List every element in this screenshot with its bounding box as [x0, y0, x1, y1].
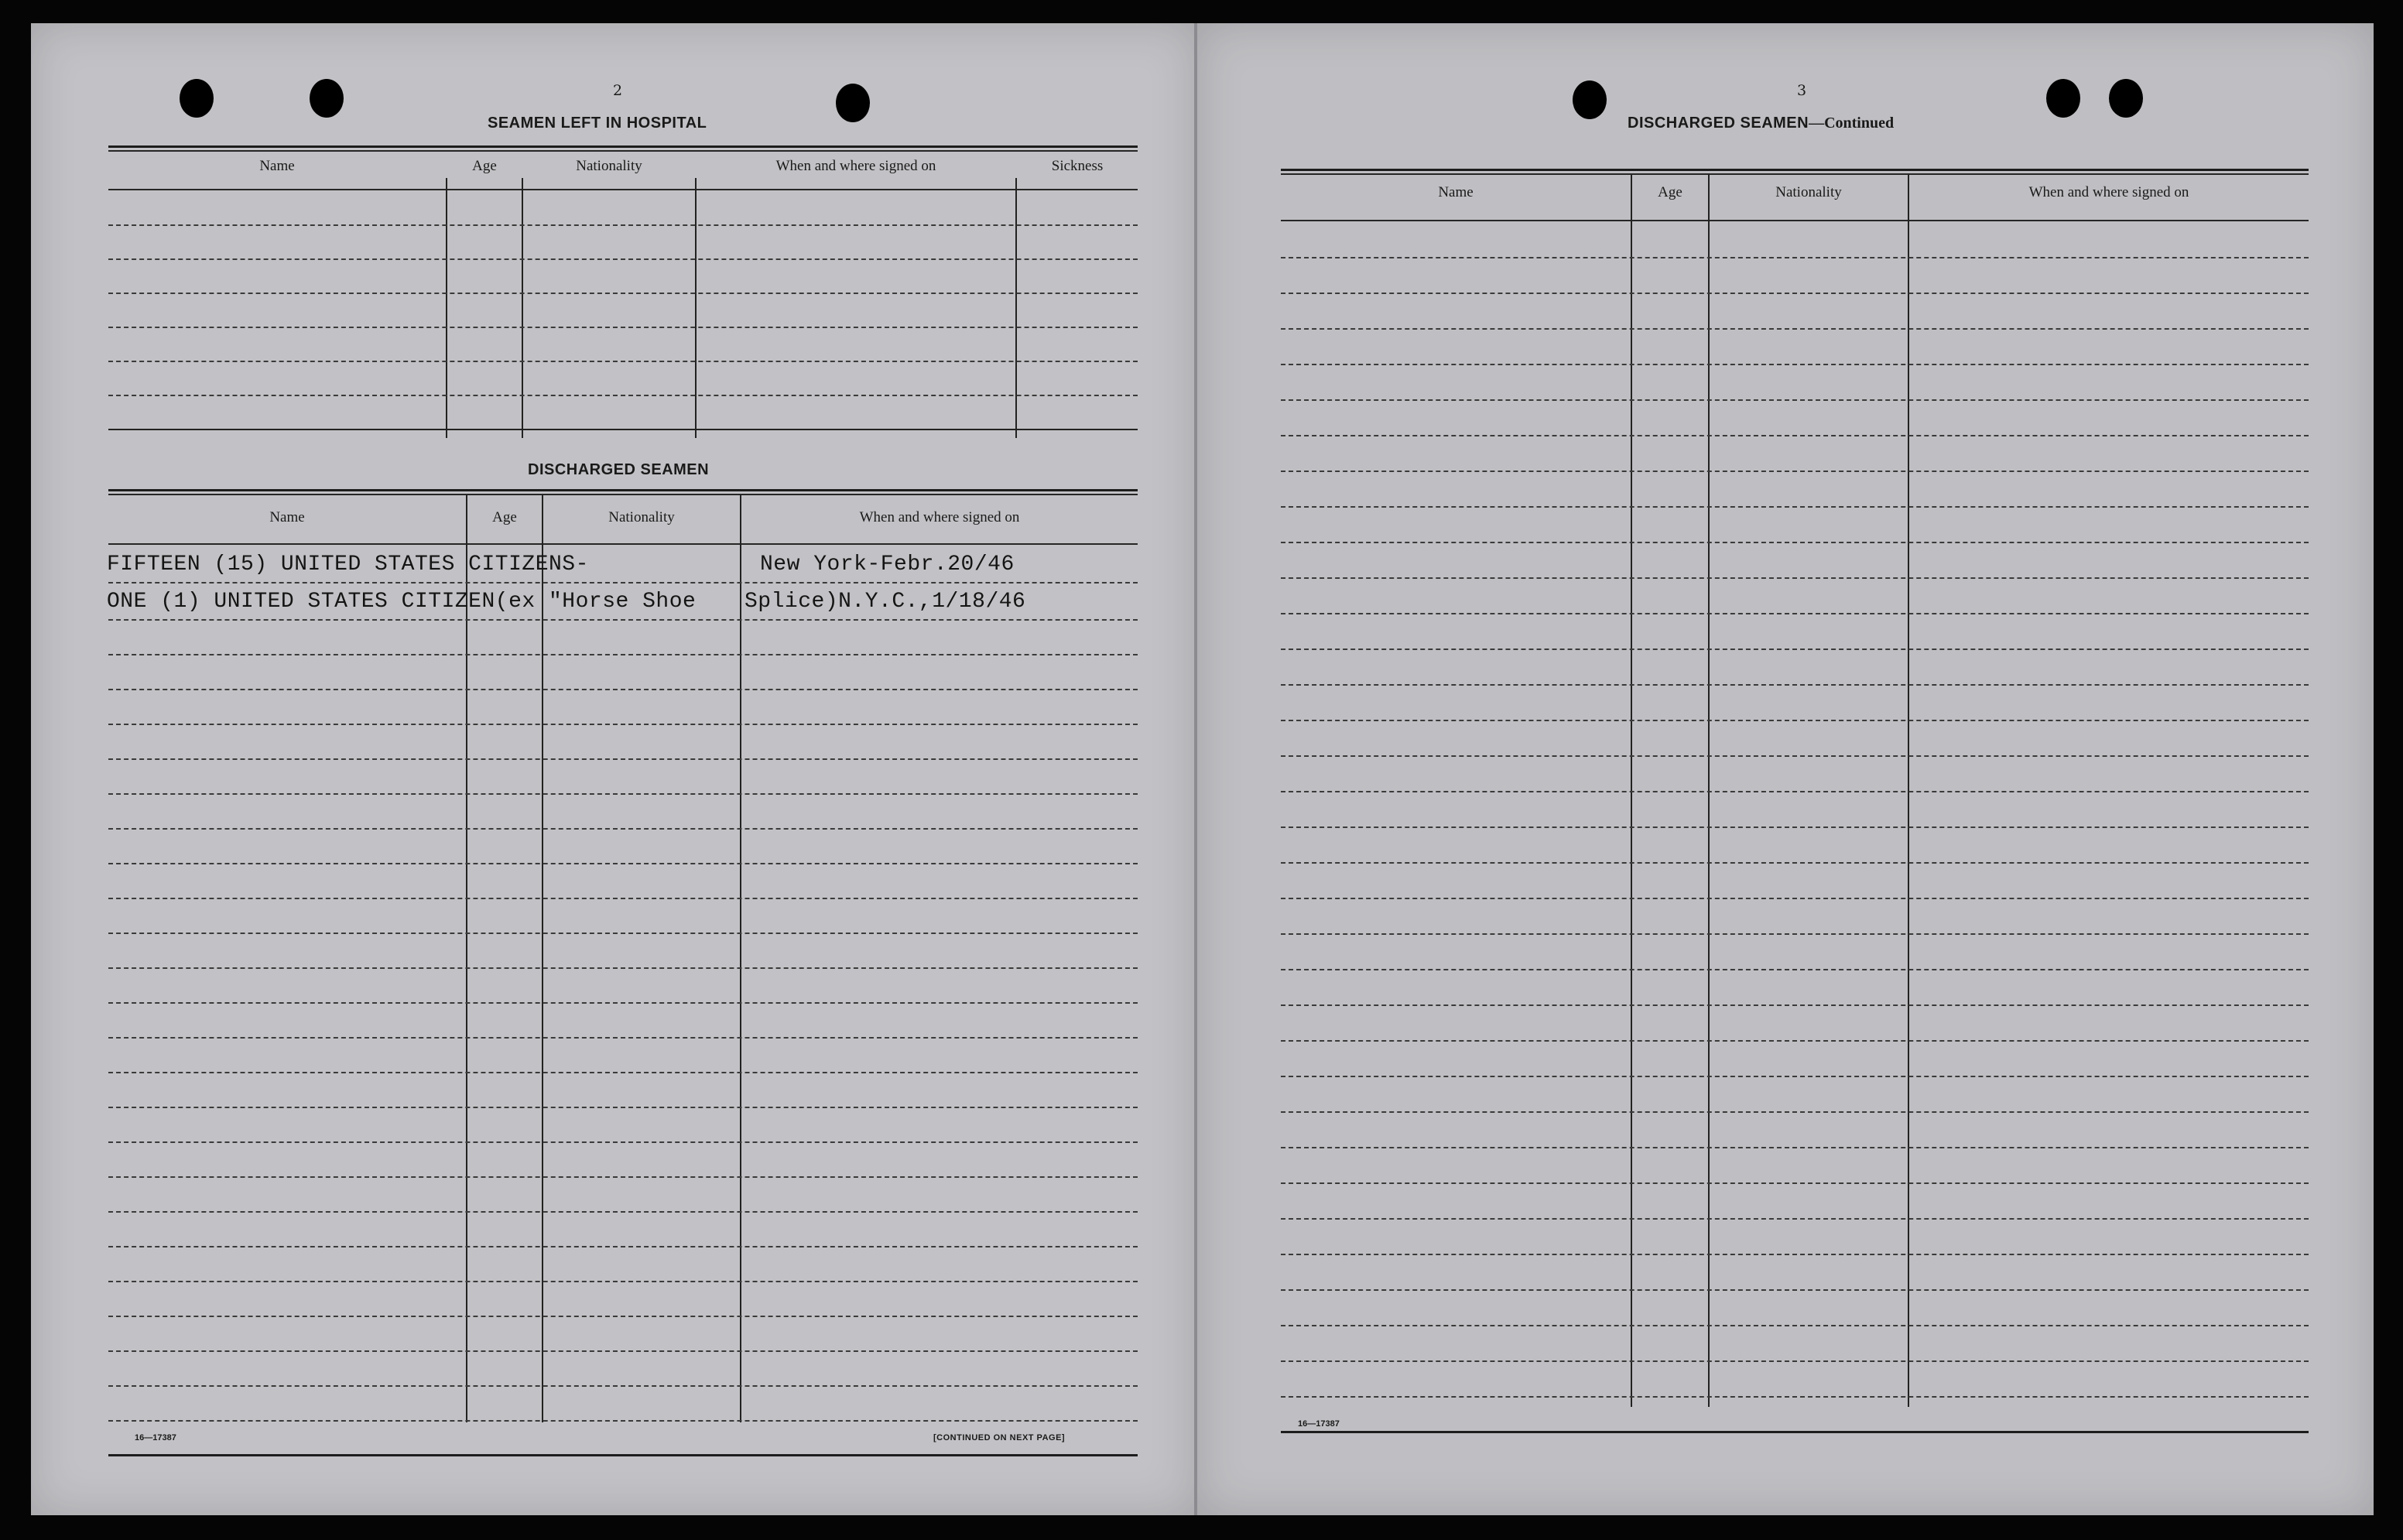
table-row	[108, 830, 1138, 864]
column-header-name: Name	[259, 158, 295, 174]
discharged-section-title: DISCHARGED SEAMEN	[528, 461, 710, 478]
table-row	[108, 1317, 1138, 1352]
table-row	[108, 969, 1138, 1004]
punch-hole	[1573, 80, 1607, 119]
table-row	[1281, 899, 2309, 935]
table-row	[1281, 472, 2309, 508]
right-page	[1197, 23, 2374, 1515]
header-rule	[108, 189, 1138, 190]
right-section-title-main: DISCHARGED SEAMEN	[1628, 115, 1809, 132]
table-row	[1281, 1362, 2309, 1398]
table-row	[108, 899, 1138, 934]
table-row	[108, 294, 1138, 328]
hospital-table	[108, 145, 1138, 438]
table-row	[108, 1352, 1138, 1387]
table-row	[108, 1247, 1138, 1282]
column-header-sickness: Sickness	[1051, 158, 1104, 174]
page-number: 3	[1797, 82, 1807, 99]
right-section-title	[1628, 115, 1894, 132]
table-row	[1281, 401, 2309, 436]
table-row	[108, 864, 1138, 899]
table-row	[1281, 365, 2309, 401]
table-row	[1281, 1042, 2309, 1077]
column-header-nationality: Nationality	[576, 158, 642, 174]
table-row	[108, 396, 1138, 430]
hospital-section-title: SEAMEN LEFT IN HOSPITAL	[488, 115, 707, 132]
entry-signed-on: New York-Febr.20/46	[760, 553, 1015, 577]
table-row	[1281, 935, 2309, 970]
punch-hole	[310, 79, 344, 118]
table-row	[108, 1143, 1138, 1178]
table-row	[108, 655, 1138, 690]
form-number: 16—17387	[1298, 1419, 1340, 1429]
table-row	[1281, 1255, 2309, 1291]
table-row	[108, 1108, 1138, 1143]
right-section-title-suffix: —Continued	[1809, 115, 1895, 132]
column-header-age: Age	[492, 509, 517, 525]
column-header-signed-on: When and where signed on	[2028, 184, 2189, 200]
form-number: 16—17387	[135, 1433, 176, 1442]
table-row	[108, 795, 1138, 830]
header-rule	[1281, 220, 2309, 221]
table-row	[1281, 1326, 2309, 1362]
table-top-rule	[108, 145, 1138, 148]
table-row	[1281, 1113, 2309, 1148]
column-header-age: Age	[472, 158, 497, 174]
table-row	[1281, 543, 2309, 579]
table-row	[108, 934, 1138, 969]
continued-rows	[1281, 223, 2309, 1433]
discharged-table	[108, 489, 1138, 1429]
column-header-nationality: Nationality	[1775, 184, 1842, 200]
table-row	[108, 690, 1138, 725]
continued-note: [CONTINUED ON NEXT PAGE]	[933, 1433, 1066, 1442]
table-row	[1281, 1220, 2309, 1255]
table-row	[1281, 1291, 2309, 1326]
column-header-signed-on: When and where signed on	[775, 158, 936, 174]
table-row	[108, 1213, 1138, 1247]
table-row	[1281, 223, 2309, 258]
page-number: 2	[613, 82, 623, 99]
entry-name: ONE (1) UNITED STATES CITIZEN(ex "Horse Shoe	[107, 590, 697, 614]
table-row	[1281, 436, 2309, 472]
column-header-name: Name	[1438, 184, 1474, 200]
table-row	[108, 1039, 1138, 1073]
entry-name: FIFTEEN (15) UNITED STATES CITIZENS-	[107, 553, 589, 577]
table-row	[108, 1387, 1138, 1422]
column-header-name: Name	[269, 509, 305, 525]
hospital-rows	[108, 192, 1138, 430]
table-row	[1281, 258, 2309, 294]
punch-hole	[836, 84, 870, 122]
discharged-rows	[108, 546, 1138, 1456]
table-row	[108, 1004, 1138, 1039]
table-row	[108, 1282, 1138, 1317]
punch-hole	[2046, 79, 2080, 118]
punch-hole	[180, 79, 214, 118]
left-page	[31, 23, 1196, 1515]
table-row	[1281, 614, 2309, 650]
column-header-signed-on: When and where signed on	[859, 509, 1020, 525]
table-top-rule	[108, 150, 1138, 152]
discharged-continued-table	[1281, 145, 2309, 1415]
table-row	[1281, 828, 2309, 864]
table-row	[1281, 1077, 2309, 1113]
table-row	[1281, 508, 2309, 543]
table-row	[108, 1178, 1138, 1213]
table-row	[108, 192, 1138, 226]
table-row	[1281, 792, 2309, 828]
table-row	[1281, 579, 2309, 614]
entry-signed-on: Splice)N.Y.C.,1/18/46	[745, 590, 1026, 614]
punch-hole	[2109, 79, 2143, 118]
table-row	[1281, 1006, 2309, 1042]
table-top-rule	[1281, 169, 2309, 171]
table-row	[1281, 650, 2309, 686]
table-row	[108, 226, 1138, 260]
table-top-rule	[108, 494, 1138, 495]
table-row	[108, 362, 1138, 396]
header-rule	[108, 543, 1138, 545]
table-row	[1281, 1398, 2309, 1433]
table-row	[1281, 721, 2309, 757]
column-header-nationality: Nationality	[608, 509, 675, 525]
table-row	[1281, 864, 2309, 899]
table-row	[108, 725, 1138, 760]
table-row	[108, 621, 1138, 655]
table-top-rule	[108, 489, 1138, 491]
table-row	[1281, 686, 2309, 721]
table-row	[108, 1073, 1138, 1108]
table-row	[1281, 1148, 2309, 1184]
table-row	[108, 328, 1138, 362]
table-row	[1281, 1184, 2309, 1220]
table-row	[1281, 294, 2309, 330]
table-row	[1281, 330, 2309, 365]
table-top-rule	[1281, 173, 2309, 175]
table-row	[108, 760, 1138, 795]
table-row	[108, 260, 1138, 294]
table-row	[1281, 970, 2309, 1006]
table-row	[1281, 757, 2309, 792]
column-header-age: Age	[1658, 184, 1682, 200]
